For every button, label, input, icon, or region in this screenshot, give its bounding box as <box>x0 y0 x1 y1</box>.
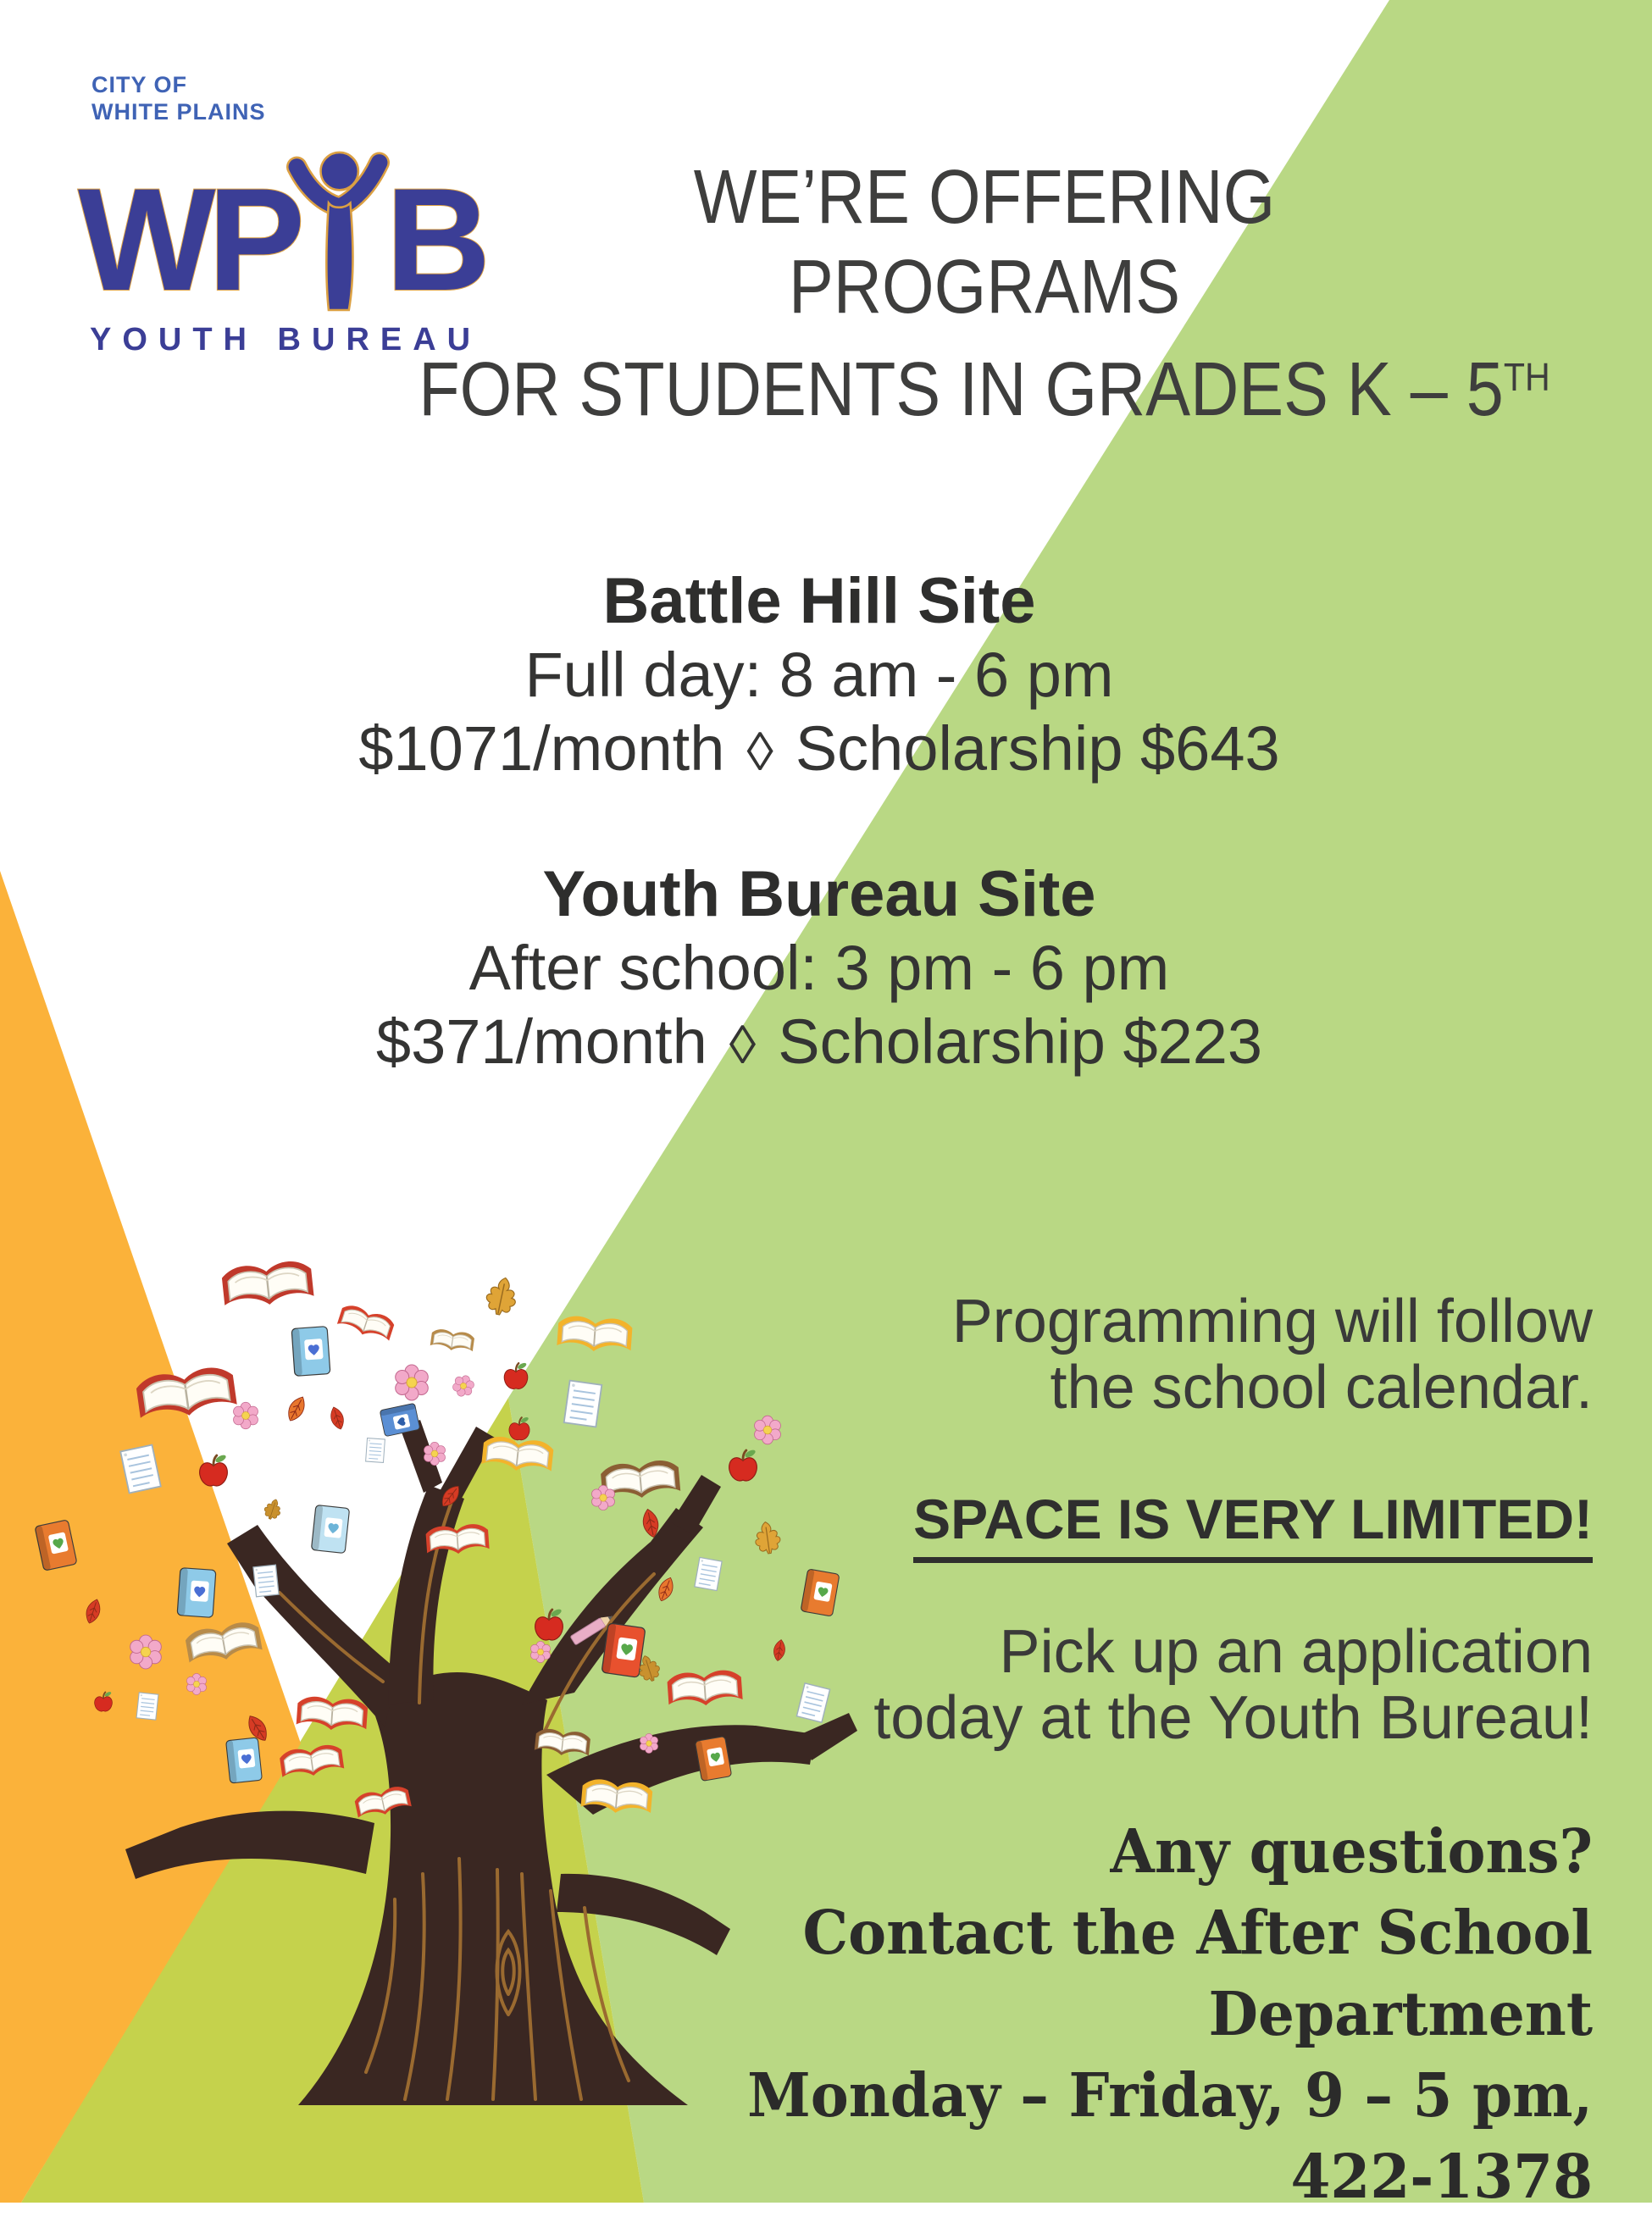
pickup-note-line2: today at the Youth Bureau! <box>873 1684 1593 1752</box>
tree-item-paper <box>253 1565 279 1597</box>
headline <box>352 152 1616 435</box>
pickup-note <box>873 1619 1593 1751</box>
tree-item-openbook <box>296 1695 368 1732</box>
lozenge-icon: ◊ <box>746 722 773 782</box>
space-limited-notice <box>913 1488 1593 1563</box>
tree-item-paper <box>695 1557 722 1590</box>
tree-item-apple <box>729 1449 757 1481</box>
battle-hill-site-block <box>269 564 1370 789</box>
tree-item-leaf <box>772 1638 786 1661</box>
youth-bureau-site-name: Youth Bureau Site <box>542 858 1096 930</box>
headline-line1: WE’RE OFFERING <box>693 155 1276 240</box>
space-limited-text: SPACE IS VERY LIMITED! <box>913 1488 1593 1563</box>
battle-hill-pricing <box>269 712 1370 789</box>
tree-item-paper <box>136 1693 158 1720</box>
tree-item-paper <box>564 1381 602 1427</box>
tree-item-flower <box>591 1485 614 1510</box>
calendar-note <box>952 1289 1593 1421</box>
tree-item-leaf <box>83 1598 103 1626</box>
headline-line2: PROGRAMS <box>788 245 1181 330</box>
tree-item-closedbook <box>177 1568 216 1618</box>
tree-item-flower <box>186 1673 206 1694</box>
tree-item-oakleaf <box>753 1521 782 1555</box>
youth-bureau-scholarship: Scholarship $223 <box>778 1006 1263 1077</box>
wpyb-logo <box>78 71 485 358</box>
tree-item-flower <box>130 1635 162 1669</box>
battle-hill-price: $1071/month <box>358 713 725 784</box>
tree-item-openbook <box>279 1743 345 1780</box>
tree-item-openbook <box>557 1315 633 1354</box>
youth-bureau-schedule: After school: 3 pm - 6 pm <box>468 933 1170 1003</box>
tree-item-closedbook <box>35 1520 77 1571</box>
tree-item-closedbook <box>801 1569 840 1616</box>
youth-bureau-site-block <box>269 857 1370 1082</box>
tree-item-openbook <box>430 1327 474 1353</box>
tree-item-paper <box>120 1445 161 1494</box>
tree-item-leaf <box>285 1394 309 1423</box>
logo-city-text <box>91 71 485 125</box>
headline-line3-text: FOR STUDENTS IN GRADES K – 5 <box>419 347 1504 433</box>
youth-bureau-pricing <box>269 1005 1370 1082</box>
person-raised-arms-icon <box>284 136 392 317</box>
tree-item-apple <box>200 1454 228 1486</box>
calendar-note-line2: the school calendar. <box>1050 1354 1593 1422</box>
tree-item-flower <box>234 1402 258 1429</box>
logo-letters-wp: WP <box>78 158 298 321</box>
tree-item-apple <box>95 1691 113 1711</box>
tree-item-openbook <box>221 1259 314 1309</box>
tree-item-flower <box>640 1733 657 1753</box>
tree-item-oakleaf <box>484 1275 520 1317</box>
tree-item-openbook <box>535 1727 591 1758</box>
tree-item-paper <box>796 1683 829 1722</box>
tree-item-closedbook <box>291 1327 330 1377</box>
tree-item-closedbook <box>226 1738 263 1783</box>
logo-city-line2: WHITE PLAINS <box>91 99 266 125</box>
tree-item-openbook <box>667 1669 743 1708</box>
youth-bureau-price: $371/month <box>375 1006 707 1077</box>
headline-line3-ordinal: TH <box>1503 355 1550 399</box>
tree-item-flower <box>755 1416 781 1444</box>
tree-item-apple <box>535 1608 563 1640</box>
tree-item-oakleaf <box>262 1497 284 1521</box>
contact-hours: Monday – Friday, 9 – 5 pm, <box>747 2059 1593 2131</box>
contact-question: Any questions? <box>1110 1815 1593 1887</box>
logo-acronym <box>78 125 485 320</box>
tree-item-openbook <box>184 1620 263 1666</box>
battle-hill-scholarship: Scholarship $643 <box>795 713 1280 784</box>
tree-item-flower <box>424 1442 445 1465</box>
tree-item-apple <box>504 1361 528 1388</box>
lozenge-icon: ◊ <box>729 1015 757 1075</box>
tree-item-openbook <box>135 1365 237 1422</box>
calendar-note-line1: Programming will follow <box>951 1288 1593 1355</box>
logo-subtitle: YOUTH BUREAU <box>90 322 482 357</box>
logo-letter-b: B <box>385 158 484 321</box>
tree-item-closedbook <box>601 1623 646 1677</box>
pickup-note-line1: Pick up an application <box>999 1618 1593 1686</box>
tree-item-openbook <box>336 1302 396 1343</box>
tree-item-openbook <box>481 1435 554 1474</box>
tree-item-apple <box>509 1416 529 1440</box>
headline-line3 <box>352 332 1616 435</box>
logo-city-line1: CITY OF <box>91 72 188 97</box>
tree-item-closedbook <box>311 1505 349 1553</box>
tree-item-closedbook <box>695 1736 731 1781</box>
tree-item-flower <box>530 1641 550 1662</box>
contact-block <box>466 1810 1593 2217</box>
contact-phone: 422-1378 <box>1290 2141 1593 2212</box>
tree-item-flower <box>451 1372 476 1399</box>
contact-department: Contact the After School Department <box>802 1897 1593 2049</box>
tree-item-leaf <box>328 1405 346 1431</box>
tree-item-flower <box>396 1365 429 1400</box>
tree-item-paper <box>366 1438 385 1463</box>
battle-hill-schedule: Full day: 8 am - 6 pm <box>524 640 1114 710</box>
battle-hill-site-name: Battle Hill Site <box>602 565 1036 637</box>
